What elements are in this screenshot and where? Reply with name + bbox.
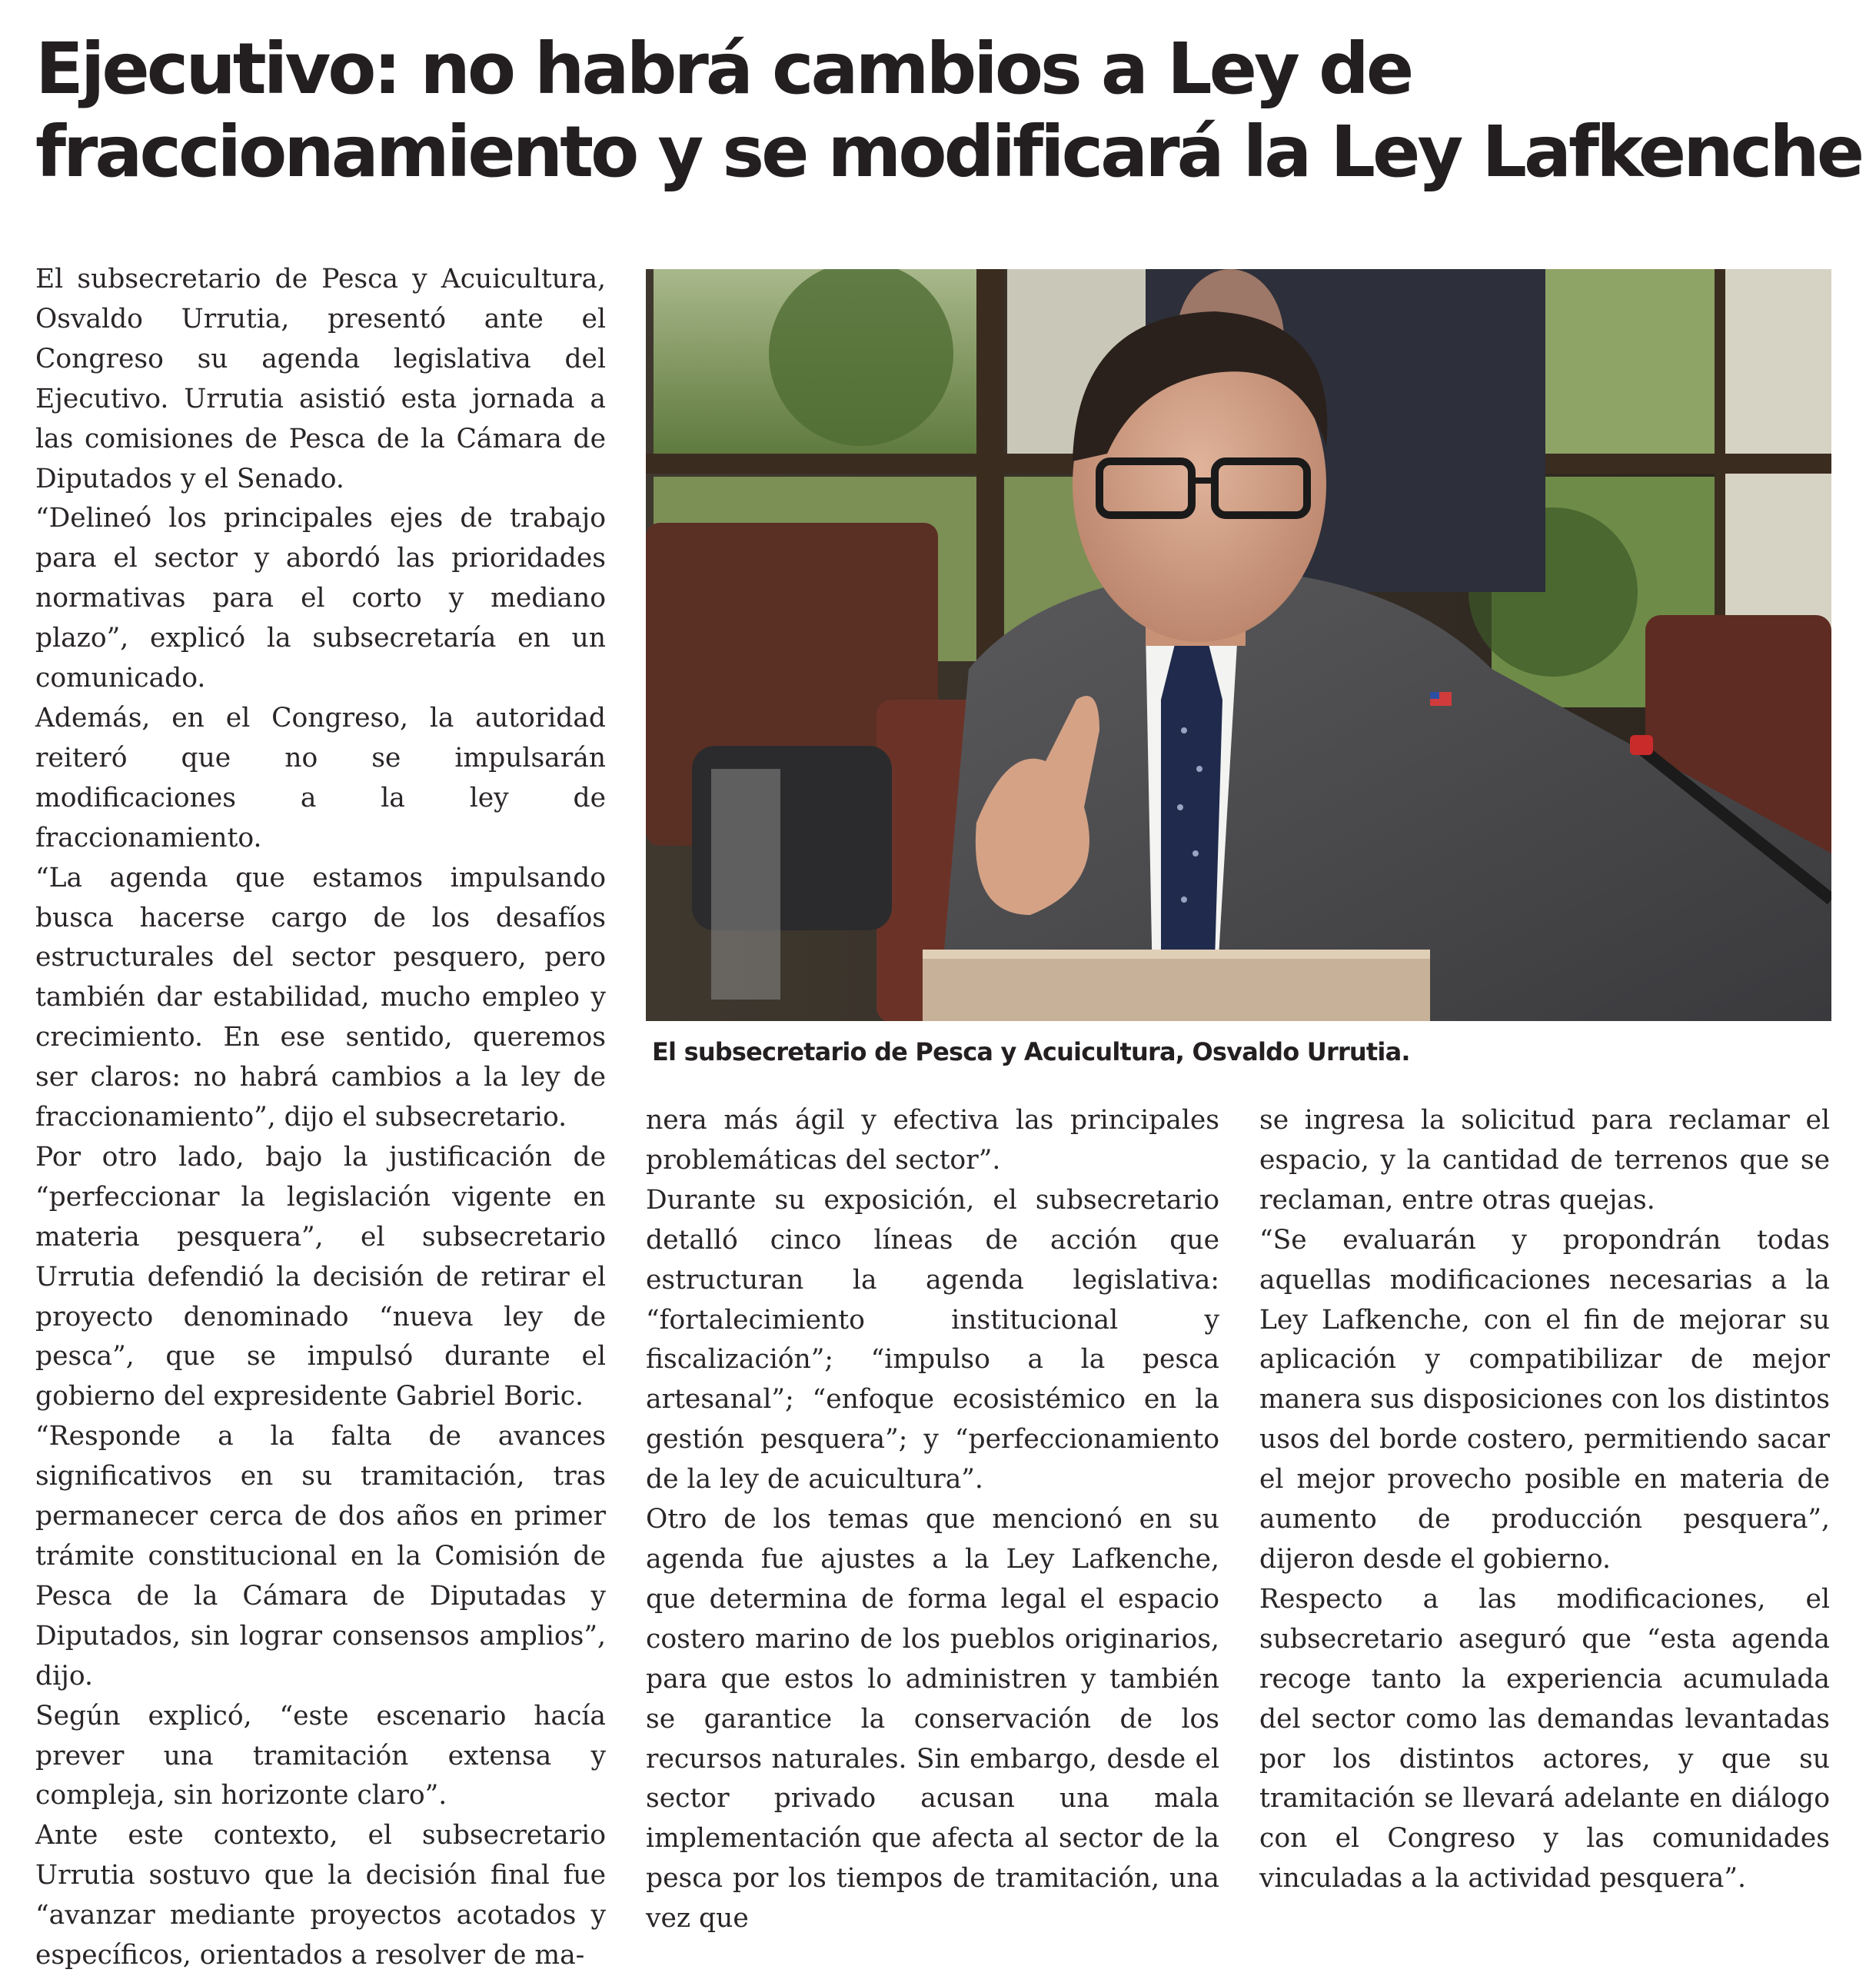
paragraph: “Delineó los principales ejes de trabajo para el sector y abordó las prioridades normativas para el corto y mediano plazo”, explicó la subsecretaría en un comunicado. <box>35 503 606 694</box>
headline-line-1: Ejecutivo: no habrá cambios a Ley de <box>35 28 1412 110</box>
paragraph: Además, en el Congreso, la autoridad reiteró que no se impulsarán modificaciones a la ley de fraccionamiento. <box>35 702 606 853</box>
paragraph: Respecto a las modificaciones, el subsecretario aseguró que “esta agenda recoge tanto la experiencia acumulada del sector como las demandas levantadas por los distintos actores, y que su tramitación se llevará adelante en diálogo con el Congreso y las comunidades vinculadas a la actividad pesquera”. <box>1259 1583 1830 1894</box>
paragraph: se ingresa la solicitud para reclamar el espacio, y la cantidad de terrenos que se reclaman, entre otras quejas. <box>1259 1105 1830 1216</box>
paragraph: Durante su exposición, el subsecretario detalló cinco líneas de acción que estructuran la agenda legislativa: “fortalecimiento institucional y fiscalización”; “impulso a la pesca artesanal”; “enfoque ecosistémico en la gestión pesquera”; y “perfeccionamiento de la ley de acuicultura”. <box>646 1184 1219 1495</box>
paragraph: “Responde a la falta de avances significativos en su tramitación, tras permanecer cerca de dos años en primer trámite constitucional en la Comisión de Pesca de la Cámara de Diputadas y Diputados, sin lograr consensos amplios”, dijo. <box>35 1421 606 1692</box>
paragraph: Ante este contexto, el subsecretario Urrutia sostuvo que la decisión final fue “avanzar mediante proyectos acotados y específicos, orientados a resolver de ma- <box>35 1820 606 1971</box>
headline-line-2: fraccionamiento y se modificará la Ley Lafkenche <box>35 111 1862 193</box>
paragraph: El subsecretario de Pesca y Acuicultura, Osvaldo Urrutia, presentó ante el Congreso su agenda legislativa del Ejecutivo. Urrutia asistió esta jornada a las comisiones de Pesca de la Cámara de Diputados y el Senado. <box>35 264 606 494</box>
photo-caption: El subsecretario de Pesca y Acuicultura, Osvaldo Urrutia. <box>652 1037 1410 1066</box>
article-column-3 <box>1259 1101 1830 1899</box>
paragraph: “Se evaluarán y propondrán todas aquellas modificaciones necesarias a la Ley Lafkenche, con el fin de mejorar su aplicación y compatibilizar de mejor manera sus disposiciones con los distintos usos del borde costero, permitiendo sacar el mejor provecho posible en materia de aumento de producción pesquera”, dijeron desde el gobierno. <box>1259 1224 1830 1575</box>
headline <box>35 28 1862 194</box>
article-column-1 <box>35 260 606 1976</box>
paragraph: nera más ágil y efectiva las principales problemáticas del sector”. <box>646 1105 1219 1176</box>
paragraph: “La agenda que estamos impulsando busca hacerse cargo de los desafíos estructurales del sector pesquero, pero también dar estabilidad, mucho empleo y crecimiento. En ese sentido, queremos ser claros: no habrá cambios a la ley de fraccionamiento”, dijo el subsecretario. <box>35 862 606 1133</box>
paragraph: Por otro lado, bajo la justificación de “perfeccionar la legislación vigente en materia pesquera”, el subsecretario Urrutia defendió la decisión de retirar el proyecto denominado “nueva ley de pesca”, que se impulsó durante el gobierno del expresidente Gabriel Boric. <box>35 1141 606 1412</box>
paragraph: Otro de los temas que mencionó en su agenda fue ajustes a la Ley Lafkenche, que determina de forma legal el espacio costero marino de los pueblos originarios, para que estos lo administren y también se garantice la conservación de los recursos naturales. Sin embargo, desde el sector privado acusan una mala implementación que afecta al sector de la pesca por los tiempos de tramitación, una vez que <box>646 1504 1219 1934</box>
article-column-2 <box>646 1101 1219 1939</box>
paragraph: Según explicó, “este escenario hacía prever una tramitación extensa y compleja, sin horizonte claro”. <box>35 1700 606 1811</box>
article-photo <box>646 269 1831 1021</box>
